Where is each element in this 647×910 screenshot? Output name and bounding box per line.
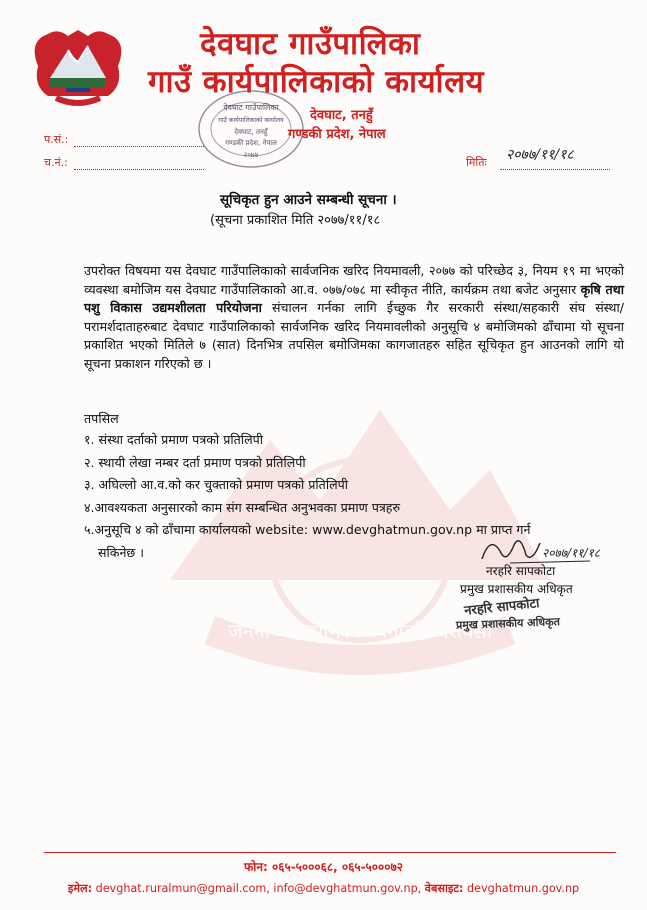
notice-body <box>84 262 624 373</box>
signature-date: २०७७/११/१८ <box>542 546 601 560</box>
footer-website: devghatmun.gov.np <box>463 882 580 895</box>
signatory-stamp-post: प्रमुख प्रशासकीय अधिकृत <box>455 615 561 632</box>
footer-contact <box>0 881 647 896</box>
watermark-motto: जननी जन्मभूमिश्च स्वर्गादपि गरीयसी <box>227 619 493 643</box>
office-address-line1: देवघाट, तनहुँ <box>310 108 373 123</box>
seal-text-year: २०७४ <box>243 151 259 159</box>
nepal-emblem-icon <box>28 26 128 112</box>
seal-text-place: देवघाट, तनहुँ <box>234 128 268 136</box>
office-title-line1: देवघाट गाउँपालिका <box>200 26 421 62</box>
date-dotted-line <box>500 169 610 170</box>
seal-text-mid: गाउँ कार्यपालिकाको कार्यालय <box>218 117 284 124</box>
ps-label: प.सं.: <box>44 133 69 146</box>
seal-text-province: गण्डकी प्रदेश, नेपाल <box>225 139 277 147</box>
signatory-post: प्रमुख प्रशासकीय अधिकृत <box>460 582 573 596</box>
office-title-line2: गाउँ कार्यपालिकाको कार्यालय <box>148 64 485 100</box>
notice-body-part1: उपरोक्त विषयमा यस देवघाट गाउँपालिकाको सार्वजनिक खरिद नियमावली, २०७७ को परिच्छेद ३, नियम १९ मा भएको व्यवस्था बमोजिम यस देवघाट गाउँपालिकाको आ.व. ०७७/०७८ मा स्वीकृत नीति, कार्यक्रम तथा बजेट अनुसार <box>84 263 624 297</box>
list-item: ४.आवश्यकता अनुसारको काम संग सम्बन्धित अनुभवका प्रमाण पत्रहरु <box>84 499 401 515</box>
office-address-line2: गण्डकी प्रदेश, नेपाल <box>288 127 386 142</box>
list-item: १. संस्था दर्ताको प्रमाण पत्रको प्रतिलिपी <box>84 432 264 447</box>
footer-phone: फोन: ०६५-५०००६८, ०६५-५०००७२ <box>243 860 403 874</box>
cn-dotted-line <box>74 169 204 170</box>
list-title: तपसिल <box>84 411 119 426</box>
seal-text-top: देवघाट गाउँपालिका <box>223 103 279 112</box>
date-value: २०७७/११/१८ <box>506 147 574 163</box>
footer-divider <box>44 852 616 853</box>
footer-email: devghat.ruralmun@gmail.com, info@devghatmun.gov.np, <box>92 882 425 895</box>
list-item: ५.अनुसूचि ४ को ढाँचामा कार्यालयको website: www.devghatmun.gov.np मा प्राप्त गर्न <box>84 522 531 537</box>
signatory-name: नरहरि सापकोटा <box>486 564 556 578</box>
footer-email-label: इमेल: <box>67 882 93 895</box>
list-item: सकिनेछ । <box>98 544 145 560</box>
list-item: २. स्थायी लेखा नम्बर दर्ता प्रमाण पत्रको प्रतिलिपी <box>84 454 306 470</box>
notice-body-part2: संचालन गर्नका लागि ईच्छुक गैर सरकारी संस्था/सहकारी संघ संस्था/ परामर्शदाताहरुबाट देवघाट गाउँपालिकाको सार्वजनिक खरिद नियमावलीको अनुसूचि ४ बमोजिमको ढाँचामा यो सूचना प्रकाशित भएको मितिले ७ (सात) दिनभित्र तपसिल बमोजिमका कागजातहरु सहित सूचिकृत हुन आउनको लागि यो सूचना प्रकाशन गरिएको छ । <box>84 300 624 371</box>
signatory-stamp-name: नरहरि सापकोटा <box>463 596 541 619</box>
footer-web-label: वेबसाइट: <box>424 882 464 895</box>
date-label: मितिः <box>466 156 487 169</box>
ps-dotted-line <box>74 146 204 147</box>
notice-subject: सूचिकृत हुन आउने सम्बन्धी सूचना । <box>220 192 397 208</box>
cn-label: च.नं.: <box>44 156 68 169</box>
list-item: ३. अघिल्लो आ.व.को कर चुक्ताको प्रमाण पत्रको प्रतिलिपी <box>84 477 349 492</box>
notice-project-name: कृषि तथा पशु विकास उद्यमशीलता परियोजना <box>84 281 624 315</box>
notice-published-date: (सूचना प्रकाशित मिति २०७७/११/१८ <box>210 213 381 228</box>
